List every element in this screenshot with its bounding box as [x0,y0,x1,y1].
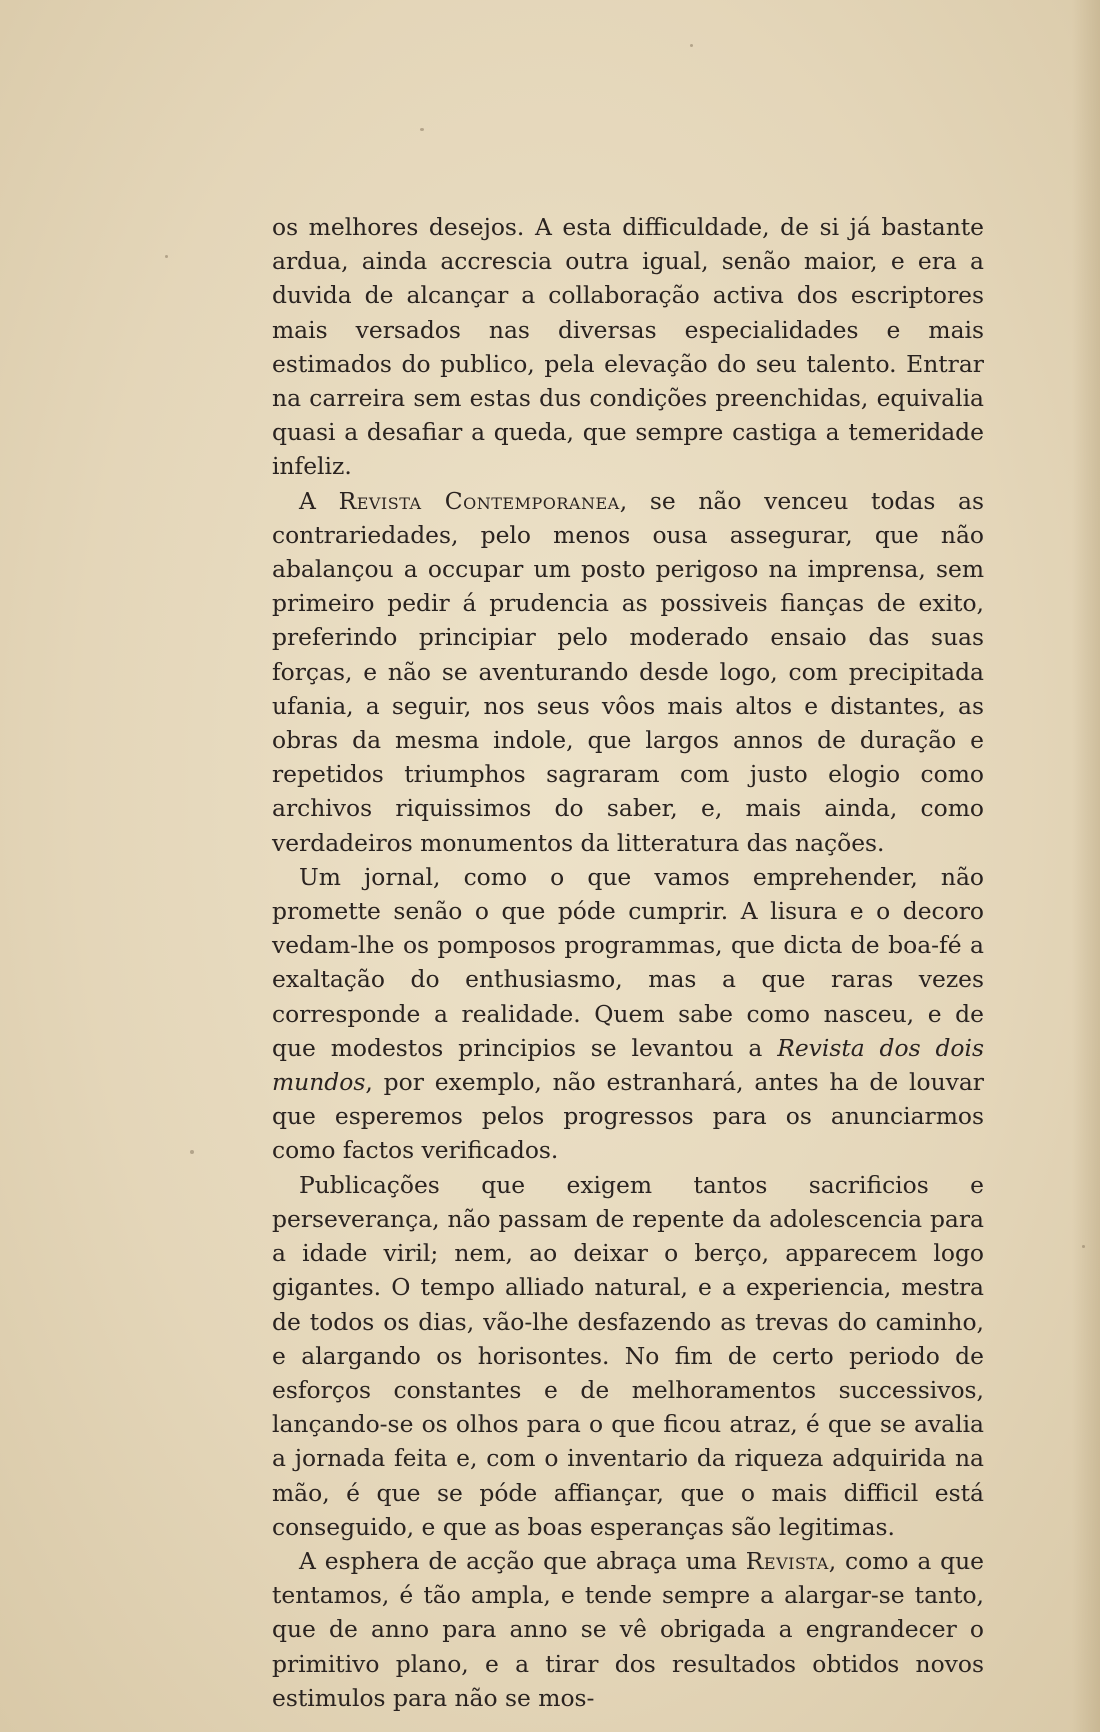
text-run: A esphera de acção que abraça uma [299,1546,746,1575]
journal-title-smallcaps: Revista Contemporanea [338,486,620,515]
paragraph [272,1544,984,1715]
scan-speck [165,255,168,258]
text-run: , por exemplo, não estranhará, antes ha de louvar que esperemos pelos progressos para os anunciarmos como factos verificados. [272,1068,984,1165]
scan-speck [1082,1245,1085,1248]
scan-speck [690,44,693,47]
text-run: Publicações que exigem tantos sacrificios e perseverança, não passam de repente da adolescencia para a idade viril; nem, ao deixar o berço, apparecem logo gigantes. O tempo alliado natural, e a experiencia, mestra de todos os dias, vão-lhe desfazendo as trevas do caminho, e alargando os horisontes. No fim de certo periodo de esforços constantes e de melhoramentos successivos, lançando-se os olhos para o que ficou atraz, é que se avalia a jornada feita e, com o inventario da riqueza adquirida na mão, é que se póde affiançar, que o mais difficil está conseguido, e que as boas esperanças são legitimas. [272,1170,984,1541]
text-run: , se não venceu todas as contrariedades, pelo menos ousa assegurar, que não abalançou a occupar um posto perigoso na imprensa, sem primeiro pedir á prudencia as possiveis fianças de exito, preferindo principiar pelo moderado ensaio das suas forças, e não se aventurando desde logo, com precipitada ufania, a seguir, nos seus vôos mais altos e distantes, as obras da mesma indole, que largos annos de duração e repetidos triumphos sagraram com justo elogio como archivos riquissimos do saber, e, mais ainda, como verdadeiros monumentos da litteratura das nações. [272,486,984,857]
text-run: , como a que tentamos, é tão ampla, e tende sempre a alargar-se tanto, que de anno para anno se vê obrigada a engrandecer o primitivo plano, e a tirar dos resultados obtidos novos estimulos para não se mos- [272,1546,984,1712]
paragraph [272,1168,984,1544]
body-text [272,210,984,1715]
journal-title-smallcaps: Revista [745,1546,829,1575]
page-edge-shadow [1072,0,1100,1732]
scan-speck [190,1150,194,1154]
italic-title: Revista dos dois mundos [272,1033,984,1097]
paragraph [272,860,984,1168]
text-run: os melhores desejos. A esta difficuldade, de si já bastante ardua, ainda accrescia outra igual, senão maior, e era a duvida de alcançar a collaboração activa dos escriptores mais versados nas diversas especialidades e mais estimados do publico, pela elevação do seu talento. Entrar na carreira sem estas dus condições preenchidas, equivalia quasi a desafiar a queda, que sempre castiga a temeridade infeliz. [272,213,984,481]
text-run: A [299,486,339,515]
paragraph [272,210,984,484]
text-run: Um jornal, como o que vamos emprehender, não promette senão o que póde cumprir. A lisura e o decoro vedam-lhe os pomposos programmas, que dicta de boa-fé a exaltação do enthusiasmo, mas a que raras vezes corresponde a realidade. Quem sabe como nasceu, e de que modestos principios se levantou a [272,862,984,1062]
scan-speck [420,128,424,131]
paragraph [272,484,984,860]
